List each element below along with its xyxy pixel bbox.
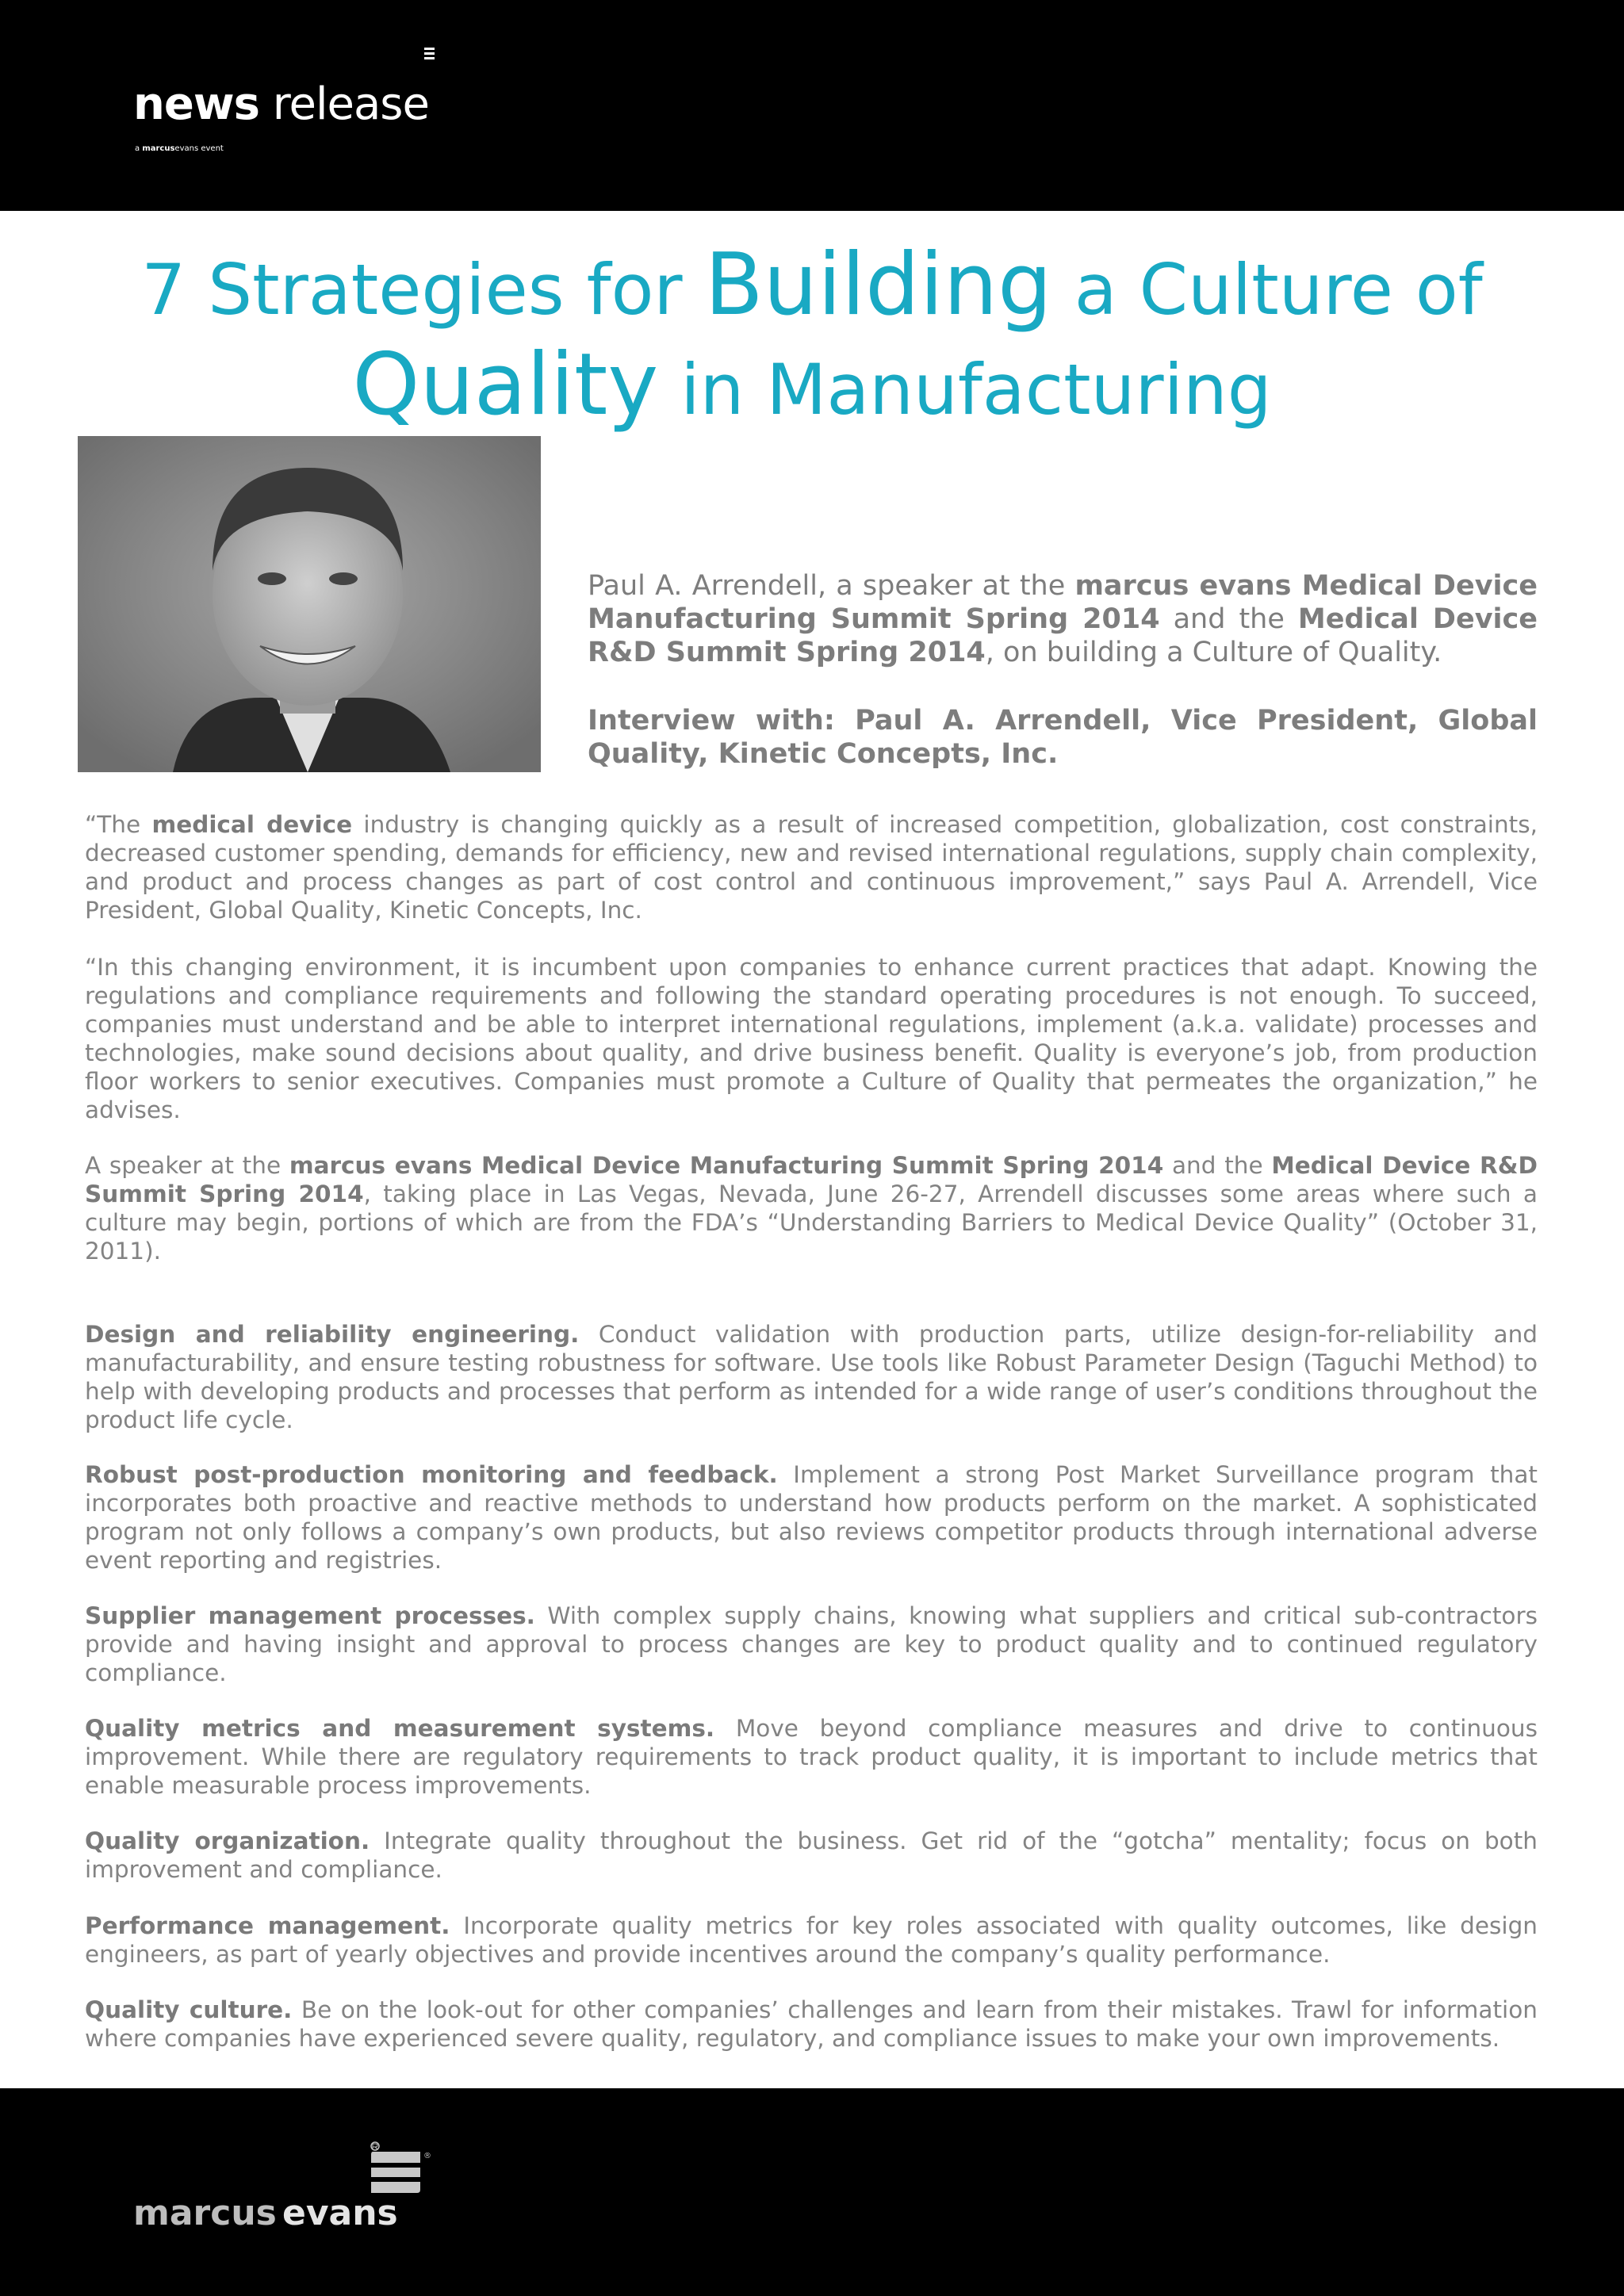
strategy-item: Quality organization. Integrate quality throughout the business. Get rid of the “gotcha” mentality; focus on both improvement and compliance. [85, 1827, 1538, 1883]
brand-light: release [259, 78, 429, 130]
marcus-evans-mini-icon [424, 48, 435, 59]
intro-text: Paul A. Arrendell, a speaker at the marcus evans Medical Device Manufacturing Summit Spring 2014 and the Medical Device R&D Summit Spring 2014, on building a Culture of Quality. [588, 570, 1538, 668]
strategy-item: Robust post-production monitoring and feedback. Implement a strong Post Market Surveillance program that incorporates both proactive and reactive methods to understand how products perform on the market. A sophisticated program not only follows a company’s own products, but also reviews competitor products through international adverse event reporting and registries. [85, 1461, 1538, 1574]
strategy-item: Quality culture. Be on the look-out for other companies’ challenges and learn from their mistakes. Trawl for information where companies have experienced severe quality, regulatory, and compliance issues to make your own improvements. [85, 1996, 1538, 2052]
marcus-evans-logo [133, 2131, 435, 2234]
strategy-item: Design and reliability engineering. Conduct validation with production parts, utilize design-for-reliability and manufacturability, and ensure testing robustness for software. Use tools like Robust Parameter Design (Taguchi Method) to help with developing products and processes that perform as intended for a wide range of user’s conditions throughout the product life cycle. [85, 1321, 1538, 1433]
strategy-item: Performance management. Incorporate quality metrics for key roles associated with quality outcomes, like design engineers, as part of yearly objectives and provide incentives around the company’s quality performance. [85, 1912, 1538, 1968]
logo-text-evans: evans [282, 2193, 398, 2233]
speaker-photo [78, 436, 541, 772]
strategy-item: Quality metrics and measurement systems. Move beyond compliance measures and drive to continuous improvement. While there are regulatory requirements to track product quality, it is important to include metrics that enable measurable process improvements. [85, 1715, 1538, 1799]
interview-line: Interview with: Paul A. Arrendell, Vice President, Global Quality, Kinetic Concepts, Inc. [588, 705, 1538, 770]
brand-tagline: a marcusevans event [135, 144, 224, 153]
body-paragraph-1: “The medical device industry is changing quickly as a result of increased competition, globalization, cost constraints, decreased customer spending, demands for efficiency, new and revised international regulations, supply chain complexity, and product and process changes as part of cost control and continuous improvement,” says Paul A. Arrendell, Vice President, Global Quality, Kinetic Concepts, Inc. [85, 811, 1538, 924]
news-release-brand [133, 79, 429, 130]
page-title: 7 Strategies for Building a Culture of Quality in Manufacturing [141, 235, 1483, 434]
logo-registered: ® [423, 2152, 431, 2160]
logo-text-marcus: marcus [133, 2193, 277, 2233]
header-bar [0, 0, 1624, 211]
body-paragraph-2: “In this changing environment, it is incumbent upon companies to enhance current practices that adapt. Knowing the regulations and compliance requirements and following the standard operating procedures is not enough. To succeed, companies must understand and be able to interpret international regulations, implement (a.k.a. validate) processes and technologies, make sound decisions about quality, and drive business benefit. Quality is everyone’s job, from production floor workers to senior executives. Companies must promote a Culture of Quality that permeates the organization,” he advises. [85, 954, 1538, 1123]
body-paragraph-3: A speaker at the marcus evans Medical Device Manufacturing Summit Spring 2014 and the Medical Device R&D Summit Spring 2014, taking place in Las Vegas, Nevada, June 26-27, Arrendell discusses some areas where such a culture may begin, portions of which are from the FDA’s “Understanding Barriers to Medical Device Quality” (October 31, 2011). [85, 1152, 1538, 1265]
brand-bold: news [133, 78, 259, 130]
strategy-item: Supplier management processes. With complex supply chains, knowing what suppliers and critical sub-contractors provide and having insight and approval to process changes are key to product quality and to continued regulatory compliance. [85, 1602, 1538, 1686]
